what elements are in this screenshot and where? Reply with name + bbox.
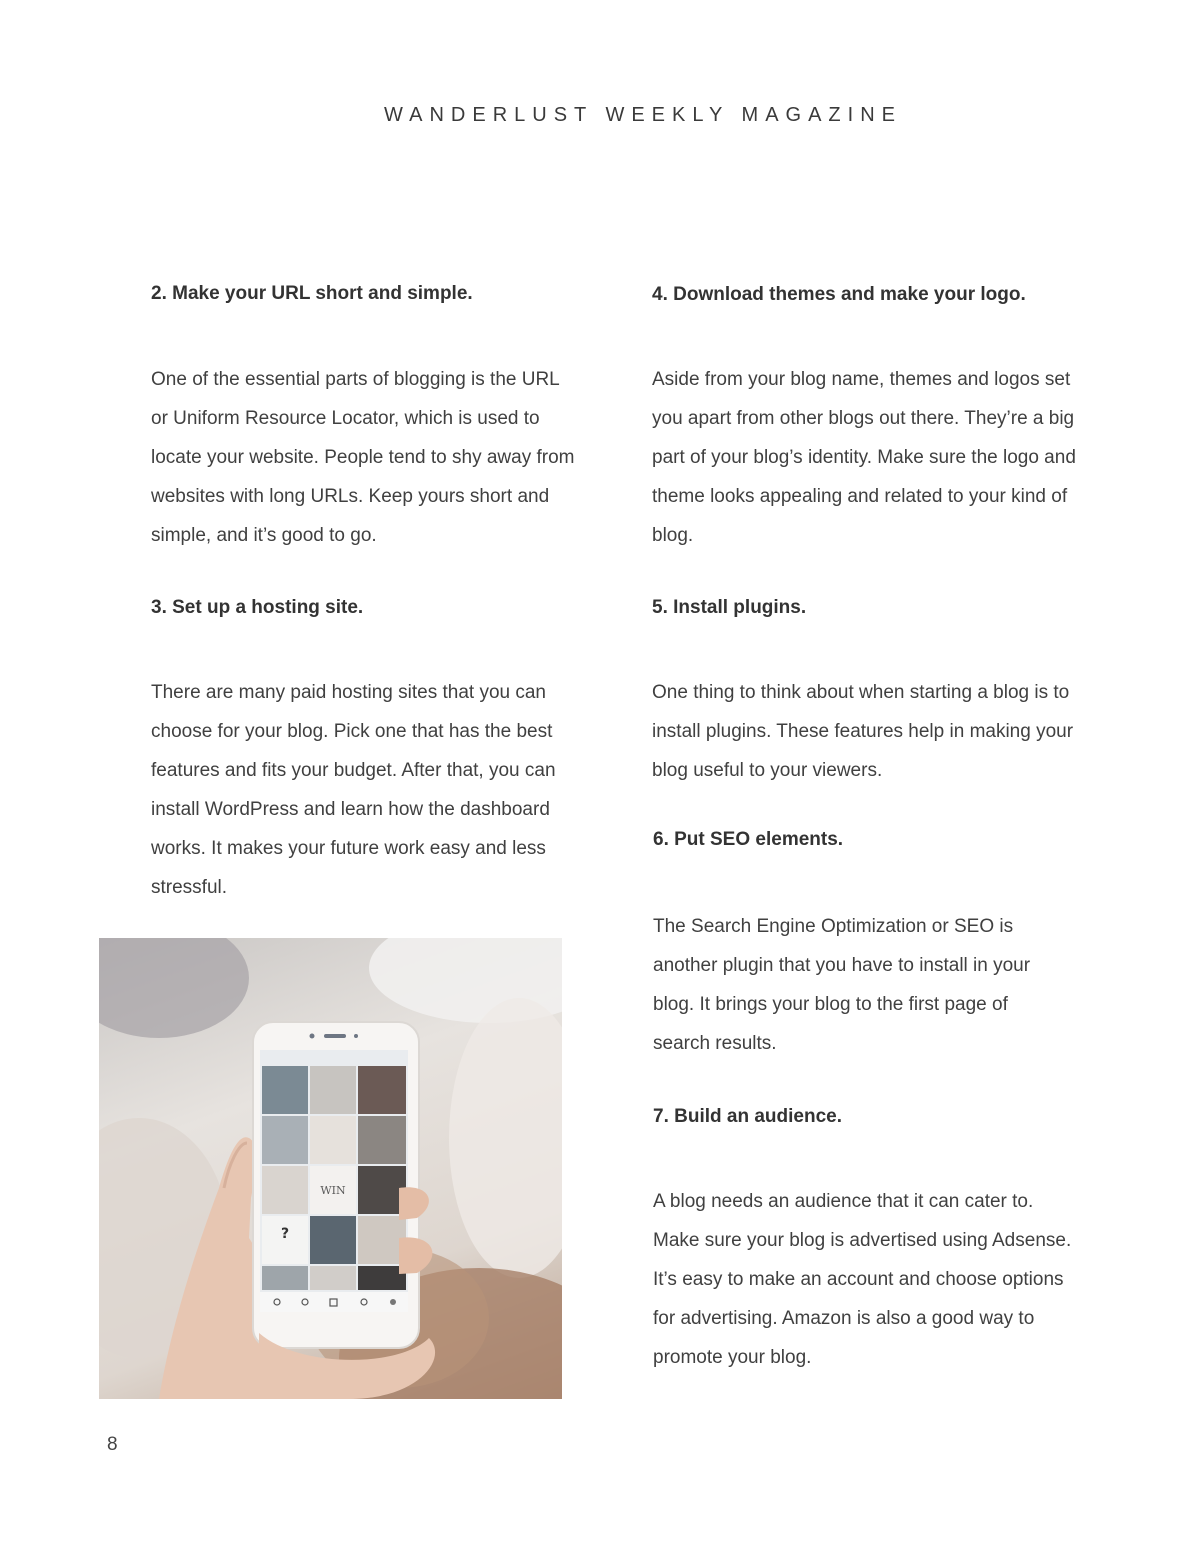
phone-screen-text: WIN bbox=[320, 1184, 346, 1197]
section-audience bbox=[653, 1104, 1078, 1377]
hand-holding-phone-photo bbox=[99, 938, 562, 1399]
section-body: Aside from your blog name, themes and logos set you apart from other blogs out there. They’re a big part of your blog’s identity. Make sure the logo and theme looks appealing and related to your kind of blog. bbox=[652, 369, 1076, 546]
section-body: There are many paid hosting sites that you can choose for your blog. Pick one that has the best features and fits your budget. After that, you can install WordPress and learn how the dashboard works. It makes your future work easy and less stressful. bbox=[151, 682, 556, 898]
section-plugins bbox=[652, 595, 1082, 790]
section-url bbox=[151, 281, 581, 555]
page-number: 8 bbox=[107, 1434, 118, 1455]
section-heading: 2. Make your URL short and simple. bbox=[151, 283, 473, 304]
section-themes bbox=[652, 282, 1082, 555]
section-body: The Search Engine Optimization or SEO is another plugin that you have to install in your blog. It brings your blog to the first page of search results. bbox=[653, 916, 1031, 1054]
section-body: One thing to think about when starting a blog is to install plugins. These features help in making your blog useful to your viewers. bbox=[652, 682, 1074, 781]
magazine-masthead: WANDERLUST WEEKLY MAGAZINE bbox=[384, 104, 902, 126]
section-heading: 7. Build an audience. bbox=[653, 1106, 842, 1127]
section-seo bbox=[653, 827, 1058, 1063]
section-heading: 4. Download themes and make your logo. bbox=[652, 284, 1026, 305]
section-body: One of the essential parts of blogging is the URL or Uniform Resource Locator, which is used to locate your website. People tend to shy away from websites with long URLs. Keep yours short and simple, and it’s good to go. bbox=[151, 369, 575, 546]
phone-illustration bbox=[99, 938, 562, 1399]
section-heading: 5. Install plugins. bbox=[652, 597, 807, 618]
section-hosting bbox=[151, 595, 583, 907]
svg-text:?: ? bbox=[280, 1226, 290, 1242]
section-body: A blog needs an audience that it can cater to. Make sure your blog is advertised using Adsense. It’s easy to make an account and choose options for advertising. Amazon is also a good way to promote your blog. bbox=[653, 1191, 1072, 1368]
section-heading: 6. Put SEO elements. bbox=[653, 829, 844, 850]
section-heading: 3. Set up a hosting site. bbox=[151, 597, 364, 618]
